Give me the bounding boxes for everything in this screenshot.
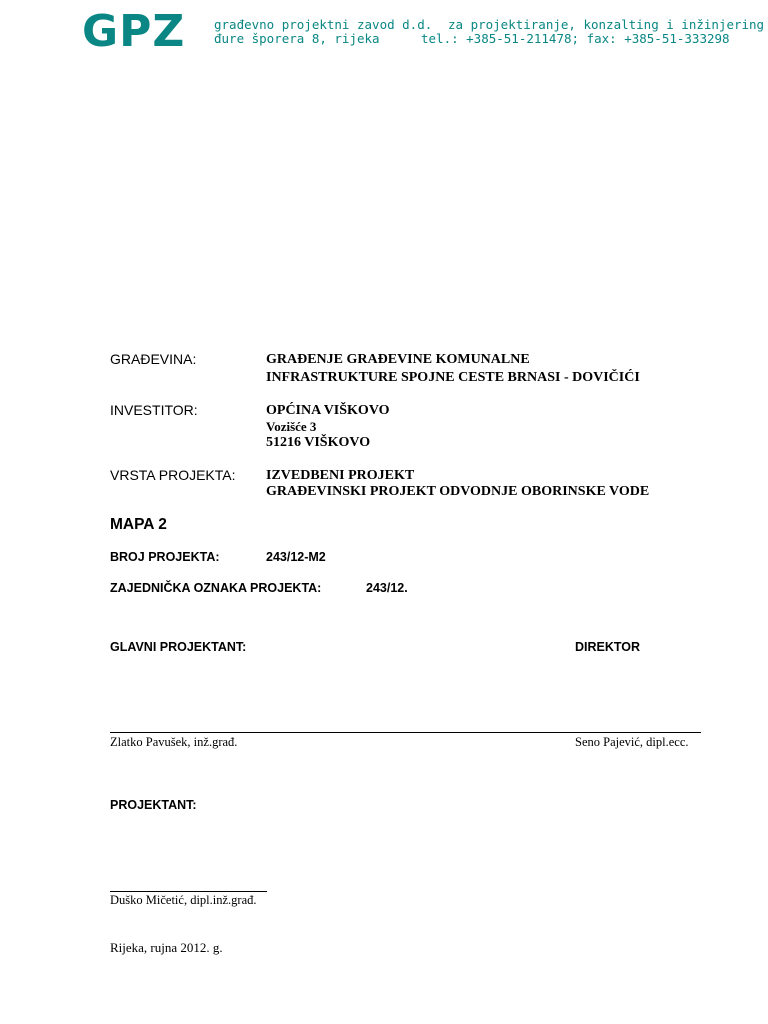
broj-projekta-label: BROJ PROJEKTA: xyxy=(110,550,220,564)
investitor-label: INVESTITOR: xyxy=(110,402,198,418)
gradevina-line-1: GRAĐENJE GRAĐEVINE KOMUNALNE xyxy=(266,352,530,367)
vrsta-line-1: IZVEDBENI PROJEKT xyxy=(266,468,415,483)
company-name: građevno projektni zavod d.d. xyxy=(214,17,433,32)
investitor-line-2: Vozišće 3 xyxy=(266,419,317,434)
company-contact: tel.: +385-51-211478; fax: +385-51-333298 xyxy=(421,31,730,46)
gradevina-label: GRAĐEVINA: xyxy=(110,351,197,367)
signature-line-projektant xyxy=(110,891,267,892)
glavni-projektant-name: Zlatko Pavušek, inž.građ. xyxy=(110,735,238,749)
mapa-title: MAPA 2 xyxy=(110,516,167,533)
zajednicka-oznaka-label: ZAJEDNIČKA OZNAKA PROJEKTA: xyxy=(110,581,322,595)
investitor-line-1: OPĆINA VIŠKOVO xyxy=(266,403,390,418)
projektant-name: Duško Mičetić, dipl.inž.građ. xyxy=(110,893,257,907)
signature-line-main xyxy=(110,732,701,733)
investitor-line-3: 51216 VIŠKOVO xyxy=(266,435,371,450)
company-logo: GPZ xyxy=(82,6,186,57)
company-services: za projektiranje, konzalting i inžinjering xyxy=(448,17,765,32)
vrsta-line-2: GRAĐEVINSKI PROJEKT ODVODNJE OBORINSKE VODE xyxy=(266,484,650,499)
gradevina-line-2: INFRASTRUKTURE SPOJNE CESTE BRNASI - DOVIČIĆI xyxy=(266,370,640,385)
company-address: đure šporera 8, rijeka xyxy=(214,31,380,46)
place-date: Rijeka, rujna 2012. g. xyxy=(110,940,223,955)
direktor-name: Seno Pajević, dipl.ecc. xyxy=(575,735,689,749)
direktor-label: DIREKTOR xyxy=(575,640,641,654)
glavni-projektant-label: GLAVNI PROJEKTANT: xyxy=(110,640,247,654)
projektant-label: PROJEKTANT: xyxy=(110,798,197,812)
zajednicka-oznaka-value: 243/12. xyxy=(366,581,408,595)
broj-projekta-value: 243/12-M2 xyxy=(266,550,326,564)
vrsta-projekta-label: VRSTA PROJEKTA: xyxy=(110,467,236,483)
